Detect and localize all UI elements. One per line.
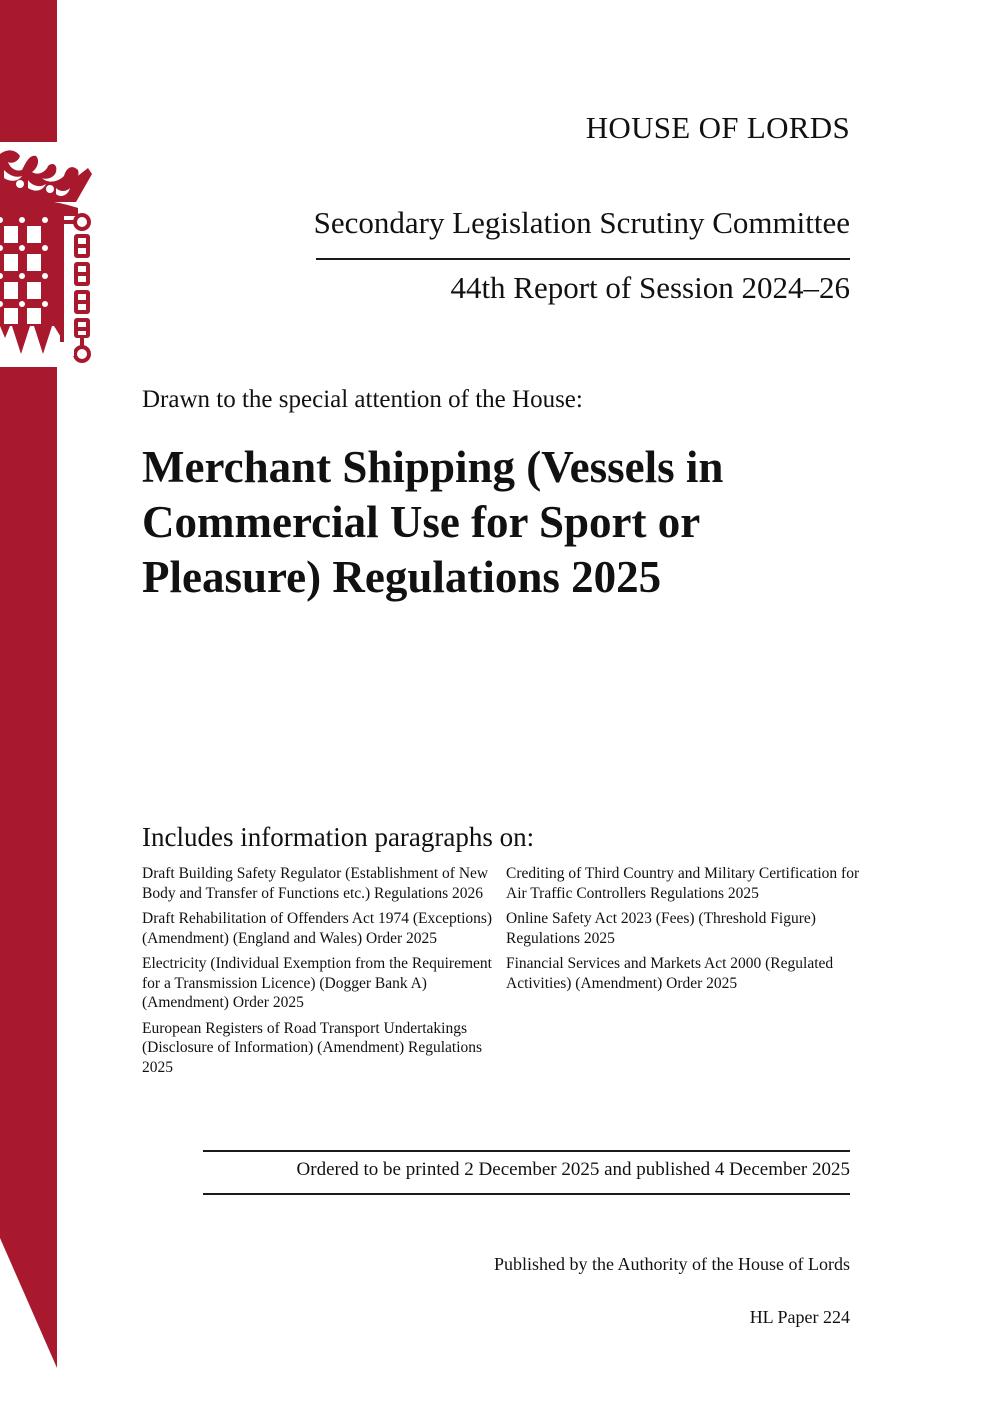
ordered-printed-date: Ordered to be printed 2 December 2025 and published 4 December 2025 [296, 1159, 850, 1180]
list-item: Online Safety Act 2023 (Fees) (Threshold Figure) Regulations 2025 [506, 910, 816, 947]
report-title: Merchant Shipping (Vessels in Commercial Use for Sport or Pleasure) Regulations 2025 [142, 442, 724, 602]
header-divider [316, 258, 850, 260]
includes-list-right [506, 864, 866, 999]
list-item: Financial Services and Markets Act 2000 (Regulated Activities) (Amendment) Order 2025 [506, 955, 834, 992]
portcullis-crown-icon [0, 142, 100, 370]
footer-divider-top [203, 1150, 850, 1152]
list-item: Crediting of Third Country and Military Certification for Air Traffic Controllers Regulations 2025 [506, 865, 860, 902]
red-band-bottom [0, 367, 57, 1368]
attention-intro: Drawn to the special attention of the House: [142, 386, 583, 413]
house-name: HOUSE OF LORDS [585, 110, 850, 145]
report-session: 44th Report of Session 2024–26 [450, 270, 850, 305]
red-band-top [0, 0, 57, 142]
committee-name: Secondary Legislation Scrutiny Committee [313, 205, 850, 240]
paper-number: HL Paper 224 [749, 1307, 850, 1327]
published-by: Published by the Authority of the House of Lords [494, 1254, 850, 1274]
list-item: Electricity (Individual Exemption from the Requirement for a Transmission Licence) (Dogger Bank A) (Amendment) Order 2025 [142, 955, 492, 1011]
footer-divider-bottom [203, 1193, 850, 1195]
list-item: Draft Building Safety Regulator (Establishment of New Body and Transfer of Functions etc.) Regulations 2026 [142, 865, 489, 902]
list-item: European Registers of Road Transport Undertakings (Disclosure of Information) (Amendment) Regulations 2025 [142, 1019, 483, 1076]
includes-list-left [142, 864, 502, 1083]
includes-heading: Includes information paragraphs on: [142, 822, 535, 852]
list-item: Draft Rehabilitation of Offenders Act 1974 (Exceptions) (Amendment) (England and Wales) Order 2025 [142, 910, 493, 947]
